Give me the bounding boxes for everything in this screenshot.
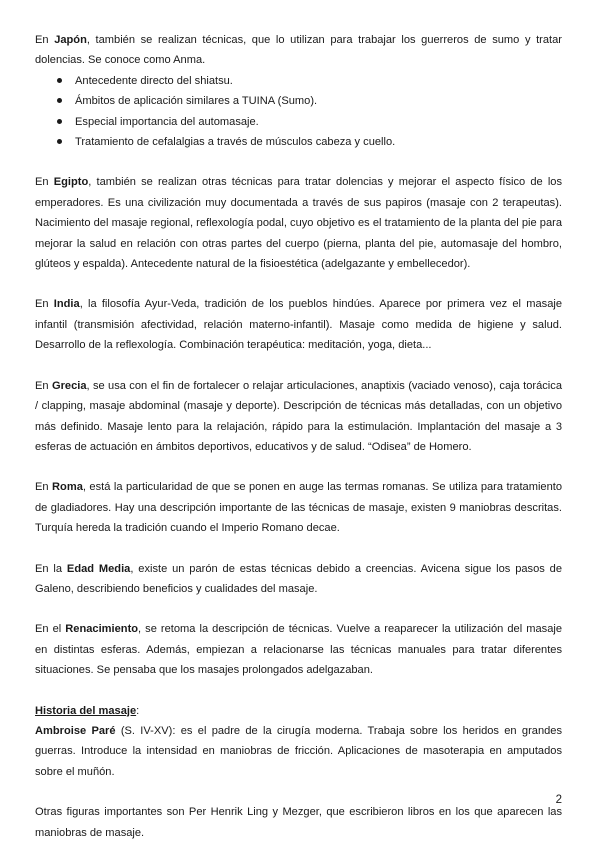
page-number: 2 <box>555 794 562 806</box>
india-term: India <box>53 298 80 311</box>
greece-paragraph: En Grecia, se usa con el fin de fortalecer o relajar articulaciones, anaptixis (vaciado venoso), caja torácica / clapping, masaje abdominal (masaje y deporte). Descripción de técnicas más detalladas, con un objetivo más definido. Masaje lento para la relajación, rápido para la estimulación. Implantación del masaje a 3 esferas de actuación en ámbitos deportivos, educativos y de salud. “Odisea” de Homero. <box>35 379 562 453</box>
rome-term: Roma <box>52 481 83 494</box>
other-figures-paragraph: Otras figuras importantes son Per Henrik Ling y Mezger, que escribieron libros en los que aparecen las maniobras de masaje. <box>35 806 562 839</box>
middle-ages-term: Edad Media <box>66 562 131 575</box>
renaissance-term: Renacimiento <box>65 623 139 636</box>
japan-term: Japón <box>54 34 87 46</box>
renaissance-paragraph: En el Renacimiento, se retoma la descripción de técnicas. Vuelve a reaparecer la utilización del masaje en distintas esferas. Además, empiezan a relacionarse las técnicas manuales para tratar diferentes situaciones. Se pensaba que los masajes prolongados adelgazaban. <box>35 623 562 677</box>
egypt-term: Egipto <box>53 176 89 189</box>
rome-paragraph: En Roma, está la particularidad de que se ponen en auge las termas romanas. Se utiliza para tratamiento de gladiadores. Hay una descripción importante de las técnicas de masaje, existen 9 maniobras descritas. Turquía hereda la tradición cuando el Imperio Romano decae. <box>35 481 563 535</box>
list-item: Antecedente directo del shiatsu. <box>57 71 562 91</box>
pare-paragraph: Ambroise Paré (S. IV-XV): es el padre de la cirugía moderna. Trabaja sobre los heridos en grandes guerras. Introduce la intensidad en maniobras de fricción. Aplicaciones de masoterapia en amputados sobre el muñón. <box>35 724 562 778</box>
list-item: Ámbitos de aplicación similares a TUINA (Sumo). <box>57 91 562 111</box>
bullet-icon <box>57 139 62 144</box>
list-item: Especial importancia del automasaje. <box>57 112 562 132</box>
japan-bullet-list <box>35 71 562 153</box>
egypt-paragraph: En Egipto, también se realizan otras técnicas para tratar dolencias y mejorar el aspecto físico de los emperadores. Es una civilización muy documentada a través de sus papiros (masaje con 2 terapeutas). Nacimiento del masaje regional, reflexología podal, cuyo objetivo es el tratamiento de la planta del pie para mejorar la salud en relación con otras partes del cuerpo (pierna, planta del pie, automasaje del hombro, glúteos y espalda). Antecedente natural de la fisioestética (adelgazante y embellecedor). <box>35 176 563 271</box>
document-page <box>35 30 562 843</box>
greece-term: Grecia <box>51 379 87 392</box>
japan-paragraph: En Japón, también se realizan técnicas, que lo utilizan para trabajar los guerreros de sumo y tratar dolencias. Se conoce como Anma. <box>35 34 562 67</box>
india-paragraph: En India, la filosofía Ayur-Veda, tradición de los pueblos hindúes. Aparece por primera vez el masaje infantil (transmisión afectividad, relación materno-infantil). Masaje como medida de higiene y salud. Desarrollo de la reflexología. Combinación terapéutica: meditación, yoga, dieta... <box>35 298 563 352</box>
list-item: Tratamiento de cefalalgias a través de músculos cabeza y cuello. <box>57 132 562 152</box>
bullet-icon <box>57 119 62 124</box>
middle-ages-paragraph: En la Edad Media, existe un parón de estas técnicas debido a creencias. Avicena sigue los pasos de Galeno, describiendo beneficios y cualidades del masaje. <box>35 562 562 595</box>
bullet-icon <box>57 78 62 83</box>
history-heading: Historia del masaje: <box>35 704 140 717</box>
pare-name: Ambroise Paré <box>35 724 116 737</box>
bullet-icon <box>57 98 62 103</box>
